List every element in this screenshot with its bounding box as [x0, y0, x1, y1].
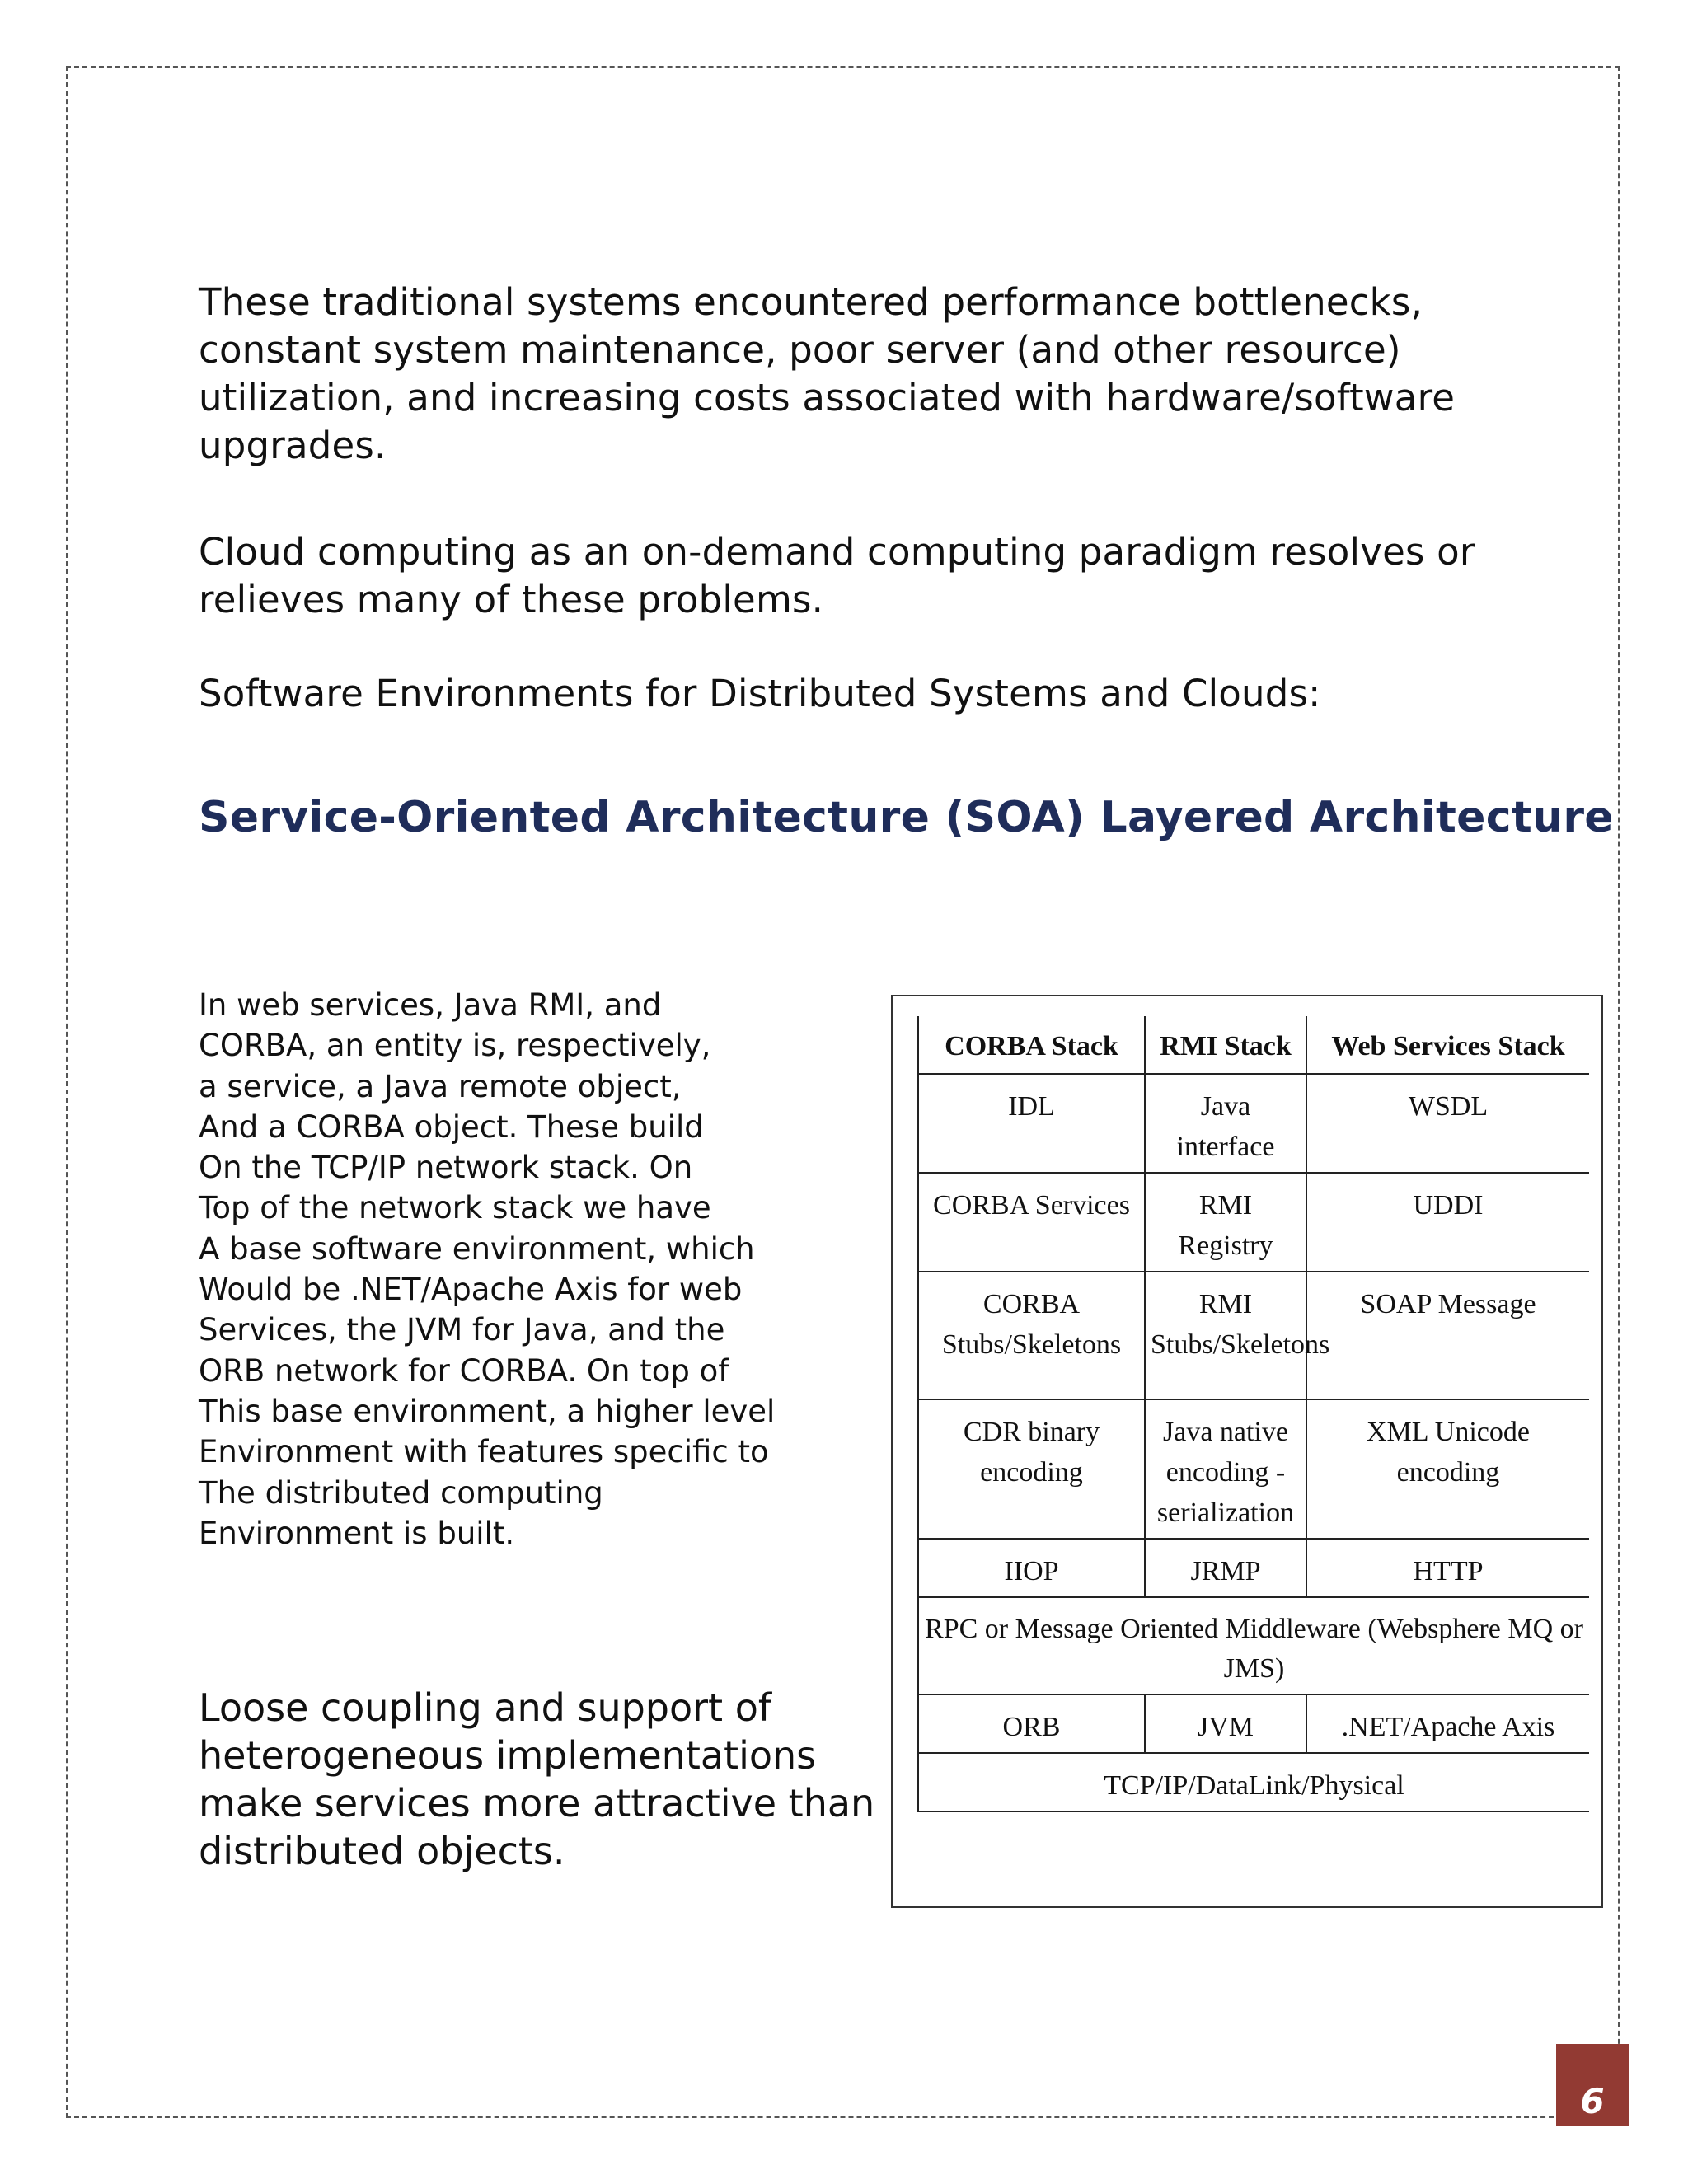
page-number: 6: [1580, 2081, 1605, 2121]
table-row: [918, 1399, 1589, 1539]
table-cell: CORBA Stubs/Skeletons: [918, 1272, 1145, 1399]
software-environments-line: Software Environments for Distributed Systems and Clouds:: [199, 672, 1321, 715]
loose-coupling-paragraph: [199, 1684, 874, 1875]
text-line: a service, a Java remote object,: [199, 1068, 682, 1104]
table-cell: ORB: [918, 1694, 1145, 1753]
text-line: make services more attractive than: [199, 1781, 875, 1825]
table-row: [918, 1694, 1589, 1753]
page-number-badge: [1556, 2044, 1629, 2126]
table-cell: RMI Stubs/Skeletons: [1145, 1272, 1306, 1399]
text-line: On the TCP/IP network stack. On: [199, 1150, 693, 1186]
table-cell: JRMP: [1145, 1539, 1306, 1597]
text-line: In web services, Java RMI, and: [199, 987, 662, 1023]
header-rmi-stack: RMI Stack: [1145, 1016, 1306, 1074]
text-line: distributed objects.: [199, 1829, 565, 1873]
header-corba-stack: CORBA Stack: [918, 1016, 1145, 1074]
table-row: [918, 1272, 1589, 1399]
table-cell: Java interface: [1145, 1074, 1306, 1173]
stack-comparison-table: [917, 1016, 1589, 1812]
table-cell-middleware: RPC or Message Oriented Middleware (Websphere MQ or JMS): [918, 1597, 1589, 1694]
table-cell: JVM: [1145, 1694, 1306, 1753]
table-cell-network: TCP/IP/DataLink/Physical: [918, 1753, 1589, 1811]
table-cell: RMI Registry: [1145, 1173, 1306, 1272]
stack-comparison-figure: [891, 995, 1603, 1908]
table-cell: CDR binary encoding: [918, 1399, 1145, 1539]
text-line: CORBA, an entity is, respectively,: [199, 1028, 711, 1064]
table-cell: IDL: [918, 1074, 1145, 1173]
table-cell: HTTP: [1306, 1539, 1589, 1597]
text-line: The distributed computing: [199, 1474, 603, 1511]
table-header-row: [918, 1016, 1589, 1074]
table-cell: WSDL: [1306, 1074, 1589, 1173]
text-line: Environment is built.: [199, 1515, 515, 1551]
text-line: A base software environment, which: [199, 1230, 755, 1267]
table-row: [918, 1173, 1589, 1272]
section-heading: Service-Oriented Architecture (SOA) Layered Architecture: [199, 793, 1614, 842]
table-cell: .NET/Apache Axis: [1306, 1694, 1589, 1753]
text-line: Would be .NET/Apache Axis for web: [199, 1272, 743, 1308]
text-line: Loose coupling and support of: [199, 1685, 772, 1730]
table-row: [918, 1539, 1589, 1597]
text-line: heterogeneous implementations: [199, 1733, 817, 1778]
table-cell: XML Unicode encoding: [1306, 1399, 1589, 1539]
table-row: [918, 1074, 1589, 1173]
table-cell: SOAP Message: [1306, 1272, 1589, 1399]
table-row: [918, 1753, 1589, 1811]
table-cell: UDDI: [1306, 1173, 1589, 1272]
table-cell: Java native encoding - serialization: [1145, 1399, 1306, 1539]
text-line: And a CORBA object. These build: [199, 1108, 704, 1145]
cloud-paragraph: Cloud computing as an on-demand computing paradigm resolves or relieves many of these problems.: [199, 530, 1475, 621]
header-web-services-stack: Web Services Stack: [1306, 1016, 1589, 1074]
table-cell: CORBA Services: [918, 1173, 1145, 1272]
text-line: This base environment, a higher level: [199, 1393, 776, 1429]
text-line: Services, the JVM for Java, and the: [199, 1312, 725, 1348]
text-line: ORB network for CORBA. On top of: [199, 1352, 729, 1389]
intro-paragraph: These traditional systems encountered performance bottlenecks, constant system maintenance, poor server (and other resource) utilization, and increasing costs associated with hardware/software upgrades.: [199, 280, 1456, 467]
entity-explanation: [199, 985, 825, 1554]
table-row: [918, 1597, 1589, 1694]
table-cell: IIOP: [918, 1539, 1145, 1597]
text-line: Top of the network stack we have: [199, 1190, 711, 1226]
text-line: Environment with features specific to: [199, 1434, 769, 1470]
